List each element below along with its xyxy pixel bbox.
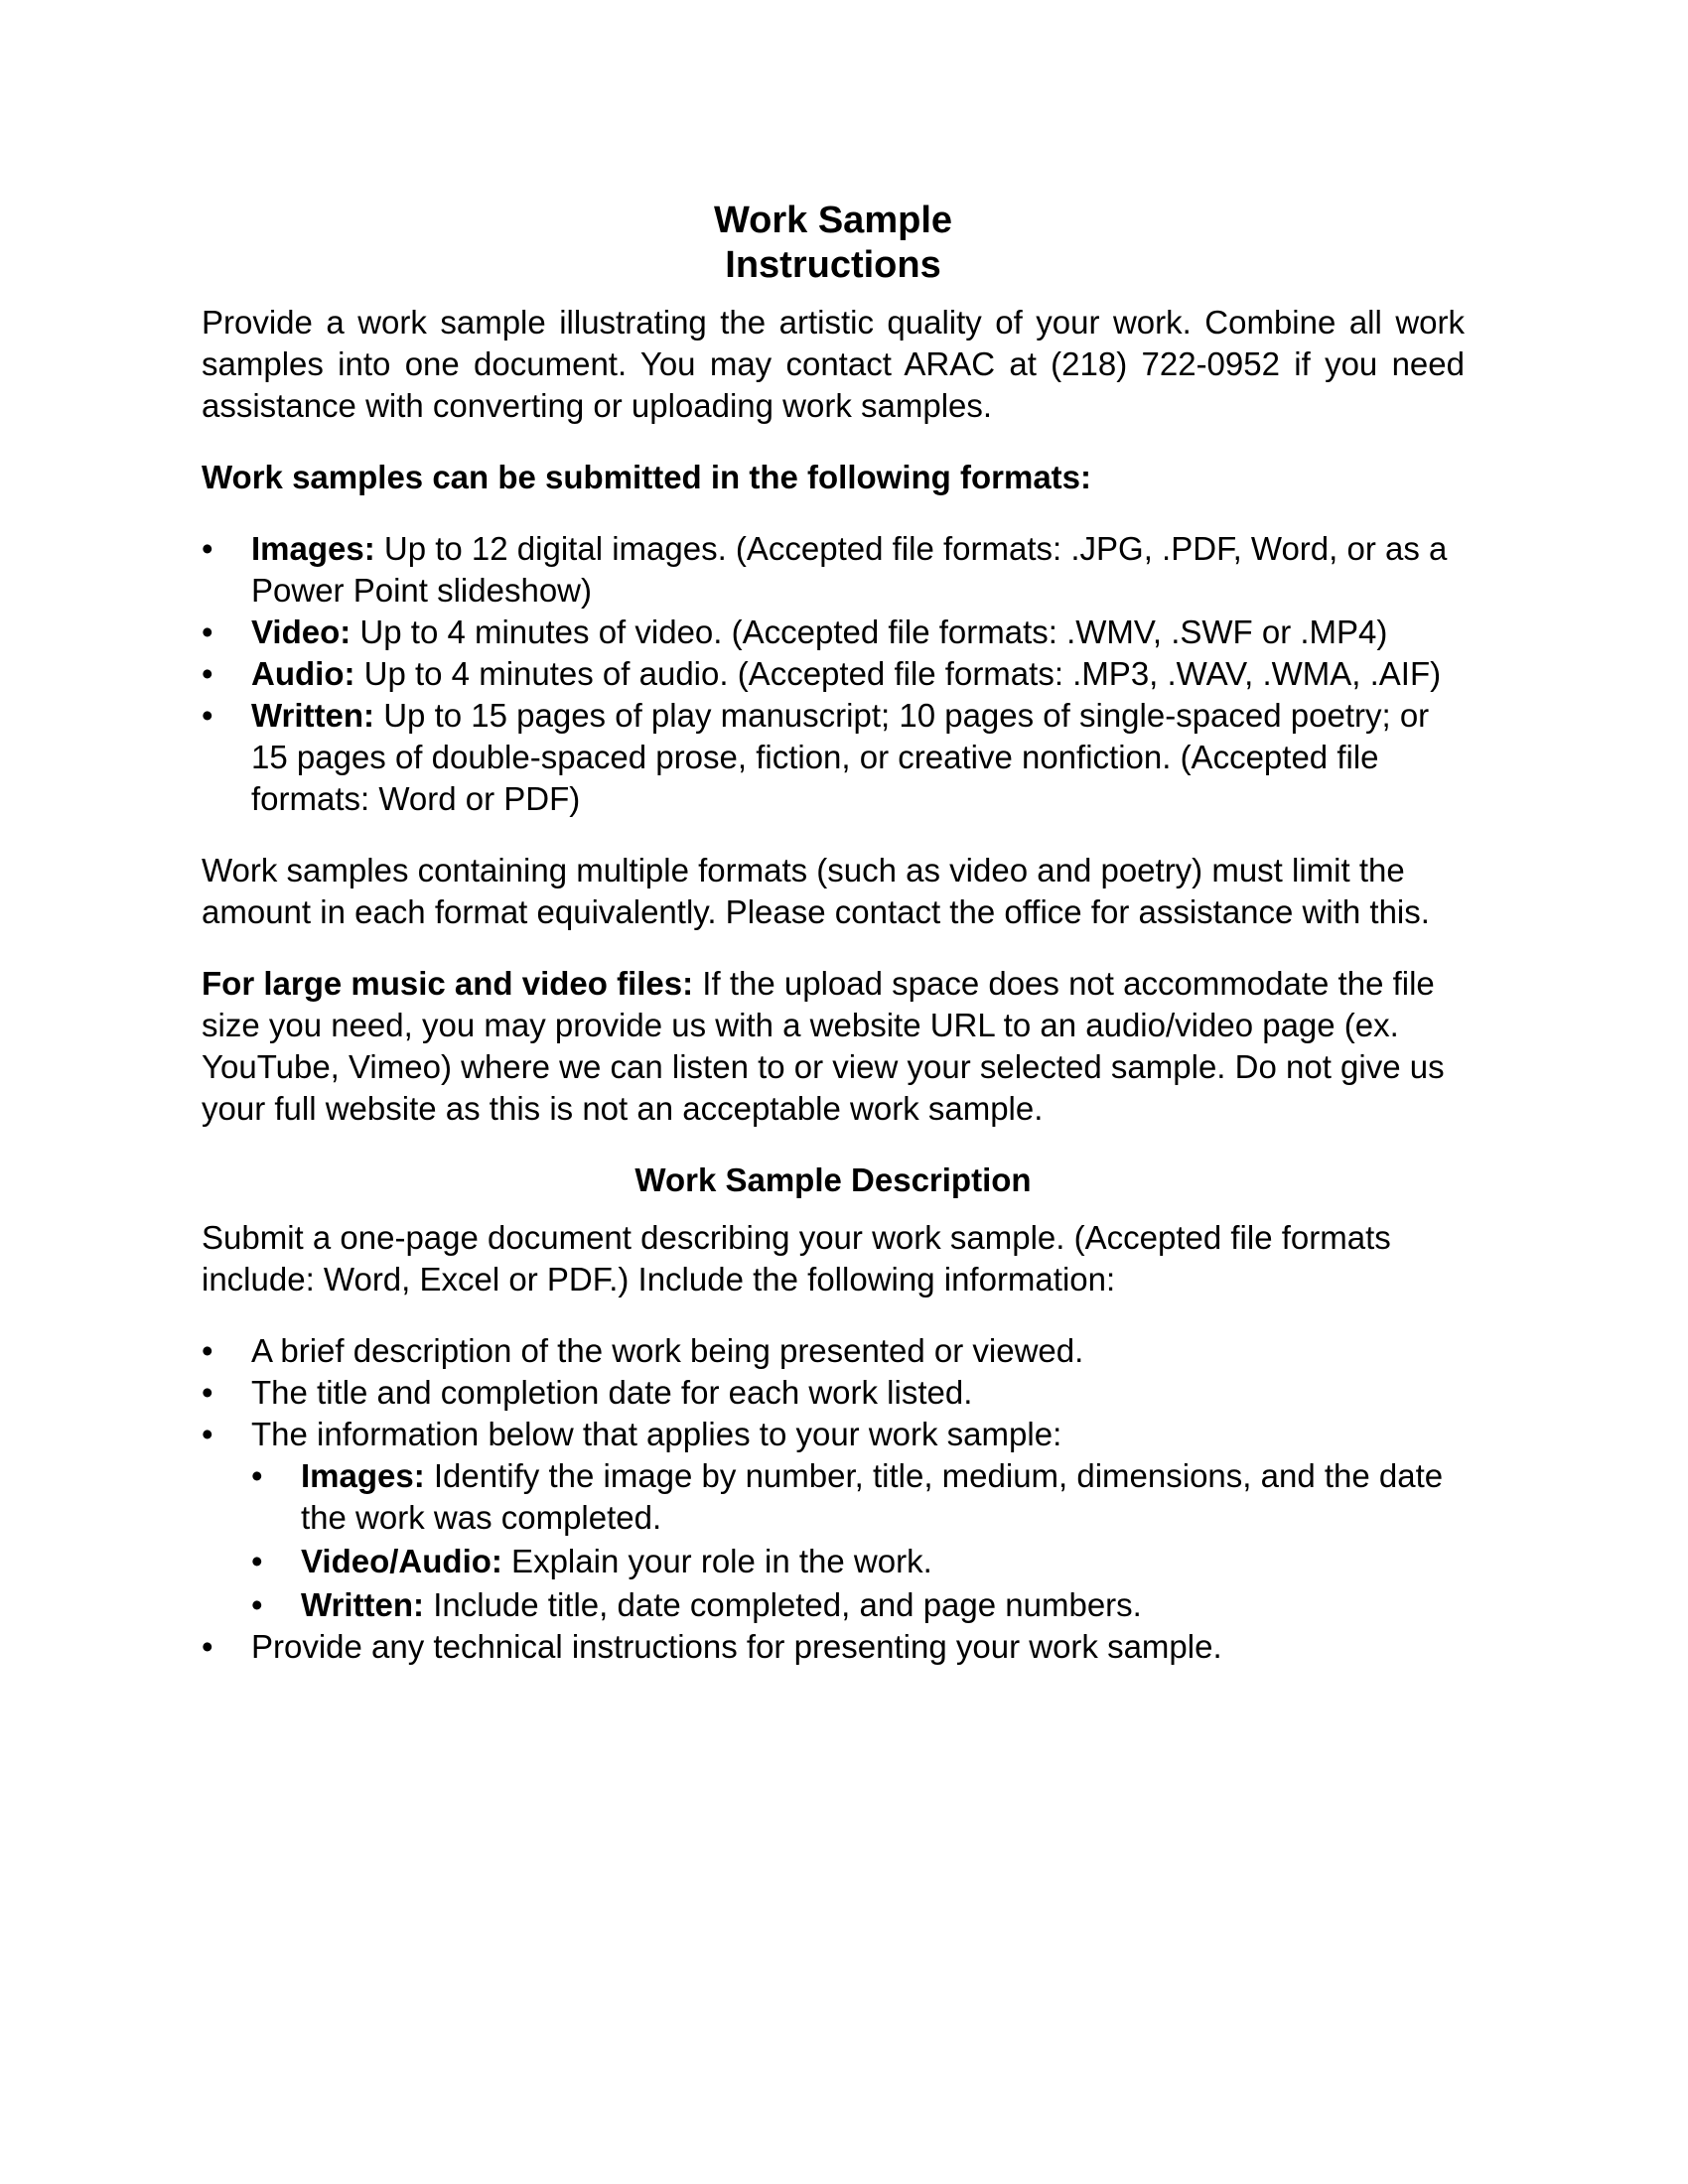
description-heading: Work Sample Description xyxy=(634,1161,1032,1198)
bullet: • xyxy=(202,614,213,650)
large-files-label: For large music and video files: xyxy=(202,965,694,1002)
sublist-text: Explain your role in the work. xyxy=(501,1543,932,1579)
sublist-text: Identify the image by number, title, medium, dimensions, and the date the work was completed. xyxy=(301,1457,1444,1536)
description-sublist xyxy=(251,1455,1465,1626)
list-item xyxy=(202,1626,1465,1668)
list-item xyxy=(202,1372,1465,1414)
list-item-video-format xyxy=(202,612,1465,653)
format-label: Written: xyxy=(251,697,375,734)
intro-paragraph: Provide a work sample illustrating the artistic quality of your work. Combine all work samples into one document. You may contact ARAC at (218) 722-0952 if you need assistance with converting or uploading work samples. xyxy=(202,304,1465,424)
bullet: • xyxy=(202,1332,213,1369)
bullet: • xyxy=(251,1586,263,1623)
document-page xyxy=(202,199,1465,1668)
page-title xyxy=(202,199,1465,288)
bullet: • xyxy=(202,1628,213,1665)
list-item-text: Provide any technical instructions for presenting your work sample. xyxy=(251,1628,1222,1665)
formats-list xyxy=(202,528,1465,820)
sublist-item-video-audio xyxy=(251,1541,1465,1582)
format-label: Video: xyxy=(251,614,352,650)
bullet: • xyxy=(202,697,213,734)
sublist-label: Written: xyxy=(301,1586,425,1623)
format-label: Audio: xyxy=(251,655,355,692)
bullet: • xyxy=(202,530,213,567)
list-item-audio-format xyxy=(202,653,1465,695)
page-title-line1: Work Sample xyxy=(713,200,953,241)
sublist-label: Images: xyxy=(301,1457,425,1494)
sublist-text: Include title, date completed, and page numbers. xyxy=(424,1586,1142,1623)
sublist-label: Video/Audio: xyxy=(301,1543,502,1579)
sublist-item-images xyxy=(251,1455,1465,1539)
page-title-line2: Instructions xyxy=(725,244,941,286)
list-item-images-format xyxy=(202,528,1465,612)
list-item xyxy=(202,1414,1465,1626)
list-item xyxy=(202,1330,1465,1372)
bullet: • xyxy=(251,1457,263,1494)
list-item-text: The information below that applies to your work sample: xyxy=(251,1416,1062,1452)
bullet: • xyxy=(202,655,213,692)
list-item-written-format xyxy=(202,695,1465,820)
format-label: Images: xyxy=(251,530,375,567)
multiple-formats-note: Work samples containing multiple formats (such as video and poetry) must limit the amount in each format equivalently. Please contact the office for assistance with this. xyxy=(202,852,1430,930)
format-text: Up to 12 digital images. (Accepted file formats: .JPG, .PDF, Word, or as a Power Point slideshow) xyxy=(251,530,1448,609)
description-intro: Submit a one-page document describing your work sample. (Accepted file formats include: Word, Excel or PDF.) Include the following information: xyxy=(202,1219,1391,1297)
formats-heading: Work samples can be submitted in the following formats: xyxy=(202,459,1092,495)
format-text: Up to 15 pages of play manuscript; 10 pages of single-spaced poetry; or 15 pages of double-spaced prose, fiction, or creative nonfiction. (Accepted file formats: Word or PDF) xyxy=(251,697,1430,817)
list-item-text: A brief description of the work being presented or viewed. xyxy=(251,1332,1084,1369)
list-item-text: The title and completion date for each work listed. xyxy=(251,1374,973,1411)
sublist-item-written xyxy=(251,1584,1465,1626)
format-text: Up to 4 minutes of video. (Accepted file formats: .WMV, .SWF or .MP4) xyxy=(351,614,1388,650)
large-files-paragraph xyxy=(202,963,1465,1130)
description-list xyxy=(202,1330,1465,1668)
format-text: Up to 4 minutes of audio. (Accepted file formats: .MP3, .WAV, .WMA, .AIF) xyxy=(354,655,1442,692)
bullet: • xyxy=(202,1374,213,1411)
large-files-text: If the upload space does not accommodate the file size you need, you may provide us with a website URL to an audio/video page (ex. YouTube, Vimeo) where we can listen to or view your selected sample. Do not give us your full website as this is not an acceptable work sample. xyxy=(202,965,1445,1127)
bullet: • xyxy=(202,1416,213,1452)
bullet: • xyxy=(251,1543,263,1579)
